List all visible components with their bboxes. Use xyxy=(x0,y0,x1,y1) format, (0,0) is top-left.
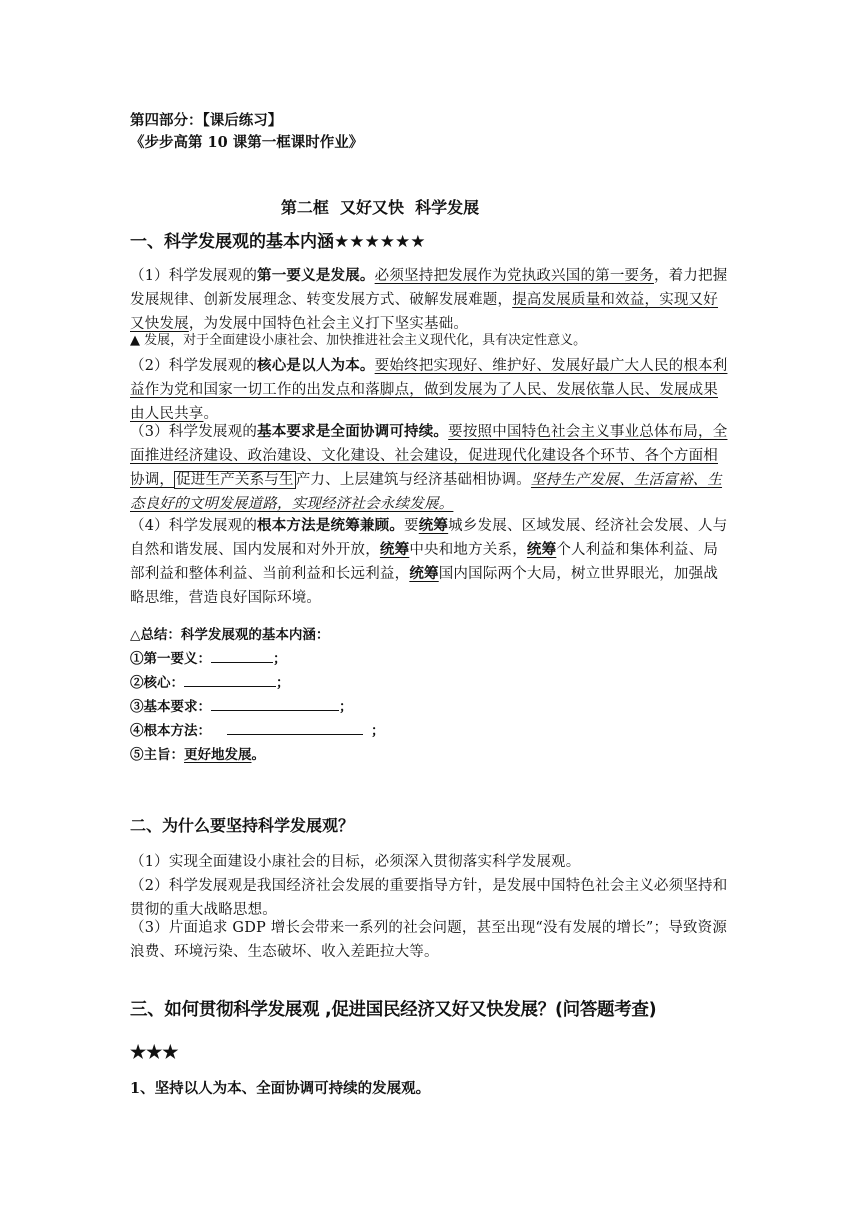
section-3-heading: 三、如何贯彻科学发展观 ,促进国民经济又好又快发展？(问答题考查) xyxy=(130,1000,657,1020)
paragraph-1: （1）科学发展观的第一要义是发展。必须坚持把发展作为党执政兴国的第一要务，着力把握发展规律、创新发展理念、转变发展方式、破解发展难题，提高发展质量和效益，实现又好又快发展，为发展中国特色社会主义打下坚实基础。 xyxy=(130,267,728,332)
summary-item-4: ④根本方法： ； xyxy=(130,720,732,742)
answer-blank[interactable] xyxy=(211,696,339,711)
section-1-heading: 一、科学发展观的基本内涵★★★★★★ xyxy=(130,232,426,252)
summary-heading: △总结：科学发展观的基本内涵： xyxy=(130,627,330,643)
homework-title: 《步步高第 10 课第一框课时作业》 xyxy=(130,134,364,151)
note-line: ▲ 发展，对于全面建设小康社会、加快推进社会主义现代化，具有决定性意义。 xyxy=(130,333,587,348)
summary-item-2: ②核心： ； xyxy=(130,672,732,694)
sec2-item-3: （3）片面追求 GDP 增长会带来一系列的社会问题，甚至出现“没有发展的增长”；导致资源浪费、环境污染、生态破坏、收入差距拉大等。 xyxy=(130,920,728,960)
summary-item-1: ①第一要义： ； xyxy=(130,648,732,670)
answer-blank[interactable] xyxy=(184,672,276,687)
summary-item-3: ③基本要求： ； xyxy=(130,696,732,718)
answer-blank[interactable] xyxy=(227,720,363,735)
sec2-item-2: （2）科学发展观是我国经济社会发展的重要指导方针，是发展中国特色社会主义必须坚持和贯彻的重大战略思想。 xyxy=(130,878,728,918)
part-heading: 第四部分：【课后练习】 xyxy=(130,112,283,129)
section-2-heading: 二、为什么要坚持科学发展观？ xyxy=(130,816,355,835)
paragraph-4: （4）科学发展观的根本方法是统筹兼顾。要统筹城乡发展、区域发展、经济社会发展、人与自然和谐发展、国内发展和对外开放，统筹中央和地方关系，统筹个人利益和集体利益、局部利益和整体利益、当前利益和长远利益，统筹国内国际两个大局，树立世界眼光，加强战略思维，营造良好国际环境。 xyxy=(130,517,728,606)
sec3-item-1: 1、坚持以人为本、全面协调可持续的发展观。 xyxy=(130,1080,431,1097)
paragraph-3: （3）科学发展观的基本要求是全面协调可持续。要按照中国特色社会主义事业总体布局，全面推进经济建设、政治建设、文化建设、社会建设，促进现代化建设各个环节、各个方面相协调， 促进生产关系与生 产力、上层建筑与经济基础相协调。坚持生产发展、生活富裕、生态良好的文明发展道路，实现经济社会永续发展。 xyxy=(130,423,728,512)
summary-item-5: ⑤主旨：更好地发展。 xyxy=(130,747,265,763)
answer-blank[interactable] xyxy=(211,648,273,663)
lesson-title: 第二框 又好又快 科学发展 xyxy=(280,198,480,217)
sec2-item-1: （1）实现全面建设小康社会的目标，必须深入贯彻落实科学发展观。 xyxy=(130,854,581,870)
paragraph-2: （2）科学发展观的核心是以人为本。要始终把实现好、维护好、发展好最广大人民的根本利益作为党和国家一切工作的出发点和落脚点，做到发展为了人民、发展依靠人民、发展成果由人民共享。 xyxy=(130,357,728,422)
section-3-stars: ★★★ xyxy=(130,1042,179,1063)
